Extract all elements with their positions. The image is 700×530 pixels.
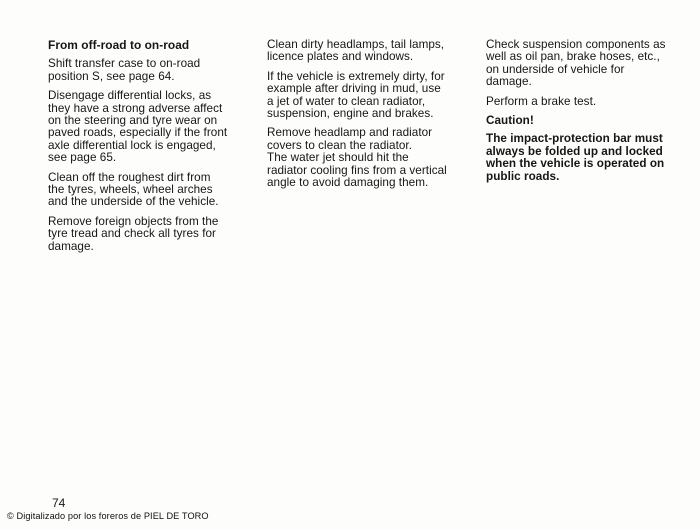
scan-credit: © Digitalizado por los foreros de PIEL DE TORO <box>7 511 209 521</box>
paragraph: Clean dirty headlamps, tail lamps, licence plates and windows. <box>267 38 445 64</box>
paragraph: Remove headlamp and radiator covers to clean the radiator. <box>267 126 433 152</box>
caution-text: The impact-protection bar must always be folded up and locked when the vehicle is operated on public roads. <box>486 132 665 183</box>
column-right <box>486 39 692 183</box>
paragraph: Disengage differential locks, as they have a strong adverse affect on the steering and tyre wear on paved roads, especially if the front axle differential lock is engaged, see page 65. <box>48 89 228 165</box>
paragraph: Clean off the roughest dirt from the tyres, wheels, wheel arches and the underside of the vehicle. <box>48 170 219 209</box>
column-middle <box>267 39 474 196</box>
section-heading: From off-road to on-road <box>48 38 190 52</box>
paragraph: If the vehicle is extremely dirty, for example after driving in mud, use a jet of water to clean radiator, suspension, engine and brakes. <box>267 69 445 121</box>
paragraph: The water jet should hit the radiator cooling fins from a vertical angle to avoid damaging them. <box>267 151 447 190</box>
paragraph: Check suspension components as well as oil pan, brake hoses, etc., on underside of vehicle for damage. <box>486 38 666 89</box>
paragraph: Perform a brake test. <box>486 94 597 108</box>
paragraph: Shift transfer case to on-road position S, see page 64. <box>48 57 201 83</box>
paragraph: Remove foreign objects from the tyre tread and check all tyres for damage. <box>48 214 219 253</box>
page-number: 74 <box>52 496 66 510</box>
caution-title: Caution! <box>486 114 534 128</box>
column-left <box>48 39 253 260</box>
